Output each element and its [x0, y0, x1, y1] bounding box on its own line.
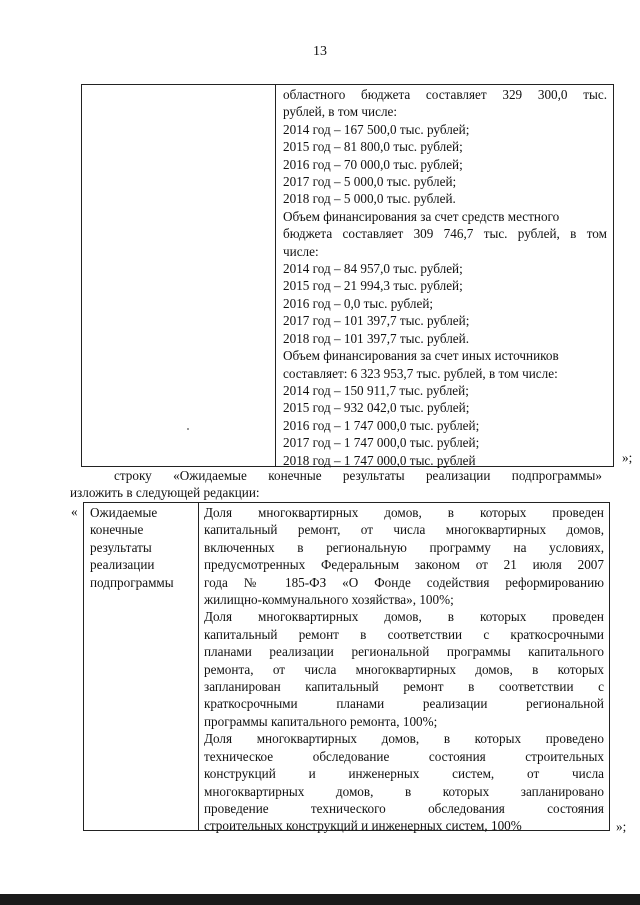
text-line: строительных конструкций и инженерных систем, 100% [204, 818, 522, 834]
text-line: 2018 год – 5 000,0 тыс. рублей. [283, 191, 456, 207]
text-line: 2018 год – 101 397,7 тыс. рублей. [283, 330, 469, 346]
funding-details-cell [283, 86, 607, 469]
text-line: областного бюджета составляет 329 300,0 тыс. [283, 87, 607, 102]
scan-speck [187, 428, 189, 430]
text-line: предусмотренных Федеральным законом от 21 июля 2007 [204, 557, 604, 573]
closing-quote: »; [622, 450, 633, 465]
text-line: Доля многоквартирных домов, в которых проведен [204, 609, 604, 625]
text-line: Объем финансирования за счет средств местного [283, 208, 560, 224]
text-line: запланирован капитальный ремонт в соответствии с [204, 679, 604, 695]
text-line: реализации [90, 557, 155, 573]
text-line: конечные [90, 522, 144, 538]
text-line: года № 185-ФЗ «О Фонде содействия реформированию [204, 574, 604, 590]
text-line: техническое обследование состояния строительных [204, 748, 604, 764]
text-line: 2017 год – 1 747 000,0 тыс. рублей; [283, 435, 480, 451]
text-line: Доля многоквартирных домов, в которых проведено [204, 731, 604, 747]
text-line: результаты [90, 539, 152, 555]
text-line: изложить в следующей редакции: [70, 485, 260, 501]
text-line: программы капитального ремонта, 100%; [204, 713, 438, 729]
text-line: рублей, в том числе: [283, 104, 398, 120]
text-line: 2018 год – 1 747 000,0 тыс. рублей [283, 452, 476, 468]
text-line: 2014 год – 167 500,0 тыс. рублей; [283, 121, 470, 137]
text-line: 2017 год – 5 000,0 тыс. рублей; [283, 174, 457, 190]
text-line: многоквартирных домов, в которых запланировано [204, 783, 604, 799]
results-description-cell [204, 504, 604, 835]
closing-quote: »; [616, 819, 627, 834]
text-line: 2015 год – 932 042,0 тыс. рублей; [283, 400, 470, 416]
text-line: капитальный ремонт, от числа многоквартирных домов, [204, 522, 604, 538]
text-line: Доля многоквартирных домов, в которых проведен [204, 505, 604, 520]
text-line: подпрограммы [90, 574, 174, 590]
page-number: 13 [313, 44, 327, 59]
text-line: 2015 год – 21 994,3 тыс. рублей; [283, 278, 463, 294]
instruction-paragraph [70, 467, 602, 502]
text-line: жилищно-коммунального хозяйства», 100%; [204, 592, 454, 608]
table-column-divider [198, 503, 199, 830]
text-line: 2014 год – 84 957,0 тыс. рублей; [283, 261, 463, 277]
text-line: 2015 год – 81 800,0 тыс. рублей; [283, 139, 463, 155]
text-line: 2016 год – 1 747 000,0 тыс. рублей; [283, 417, 480, 433]
text-line: строку «Ожидаемые конечные результаты реализации подпрограммы» [114, 468, 602, 483]
text-line: включенных в региональную программу на условиях, [204, 539, 604, 555]
text-line: Ожидаемые [90, 505, 158, 520]
text-line: 2016 год – 0,0 тыс. рублей; [283, 295, 434, 311]
text-line: проведение технического обследования состояния [204, 800, 604, 816]
table-column-divider [275, 85, 276, 466]
row-header-cell [90, 504, 194, 591]
text-line: капитальный ремонт в соответствии с краткосрочными [204, 626, 604, 642]
text-line: 2016 год – 70 000,0 тыс. рублей; [283, 156, 463, 172]
text-line: Объем финансирования за счет иных источников [283, 348, 559, 364]
text-line: краткосрочными планами реализации региональной [204, 696, 604, 712]
text-line: 2014 год – 150 911,7 тыс. рублей; [283, 382, 469, 398]
text-line: ремонта, от числа многоквартирных домов, в которых [204, 661, 604, 677]
expected-results-table [83, 502, 610, 834]
text-line: планами реализации региональной программы капитального [204, 644, 604, 660]
opening-quote: « [71, 504, 78, 519]
text-line: бюджета составляет 309 746,7 тыс. рублей, в том [283, 226, 607, 242]
text-line: составляет: 6 323 953,7 тыс. рублей, в том числе: [283, 365, 558, 381]
scan-edge-bar [0, 894, 640, 905]
text-line: конструкций и инженерных систем, от числа [204, 766, 604, 782]
text-line: 2017 год – 101 397,7 тыс. рублей; [283, 313, 470, 329]
funding-table [81, 84, 614, 467]
text-line: числе: [283, 243, 319, 259]
